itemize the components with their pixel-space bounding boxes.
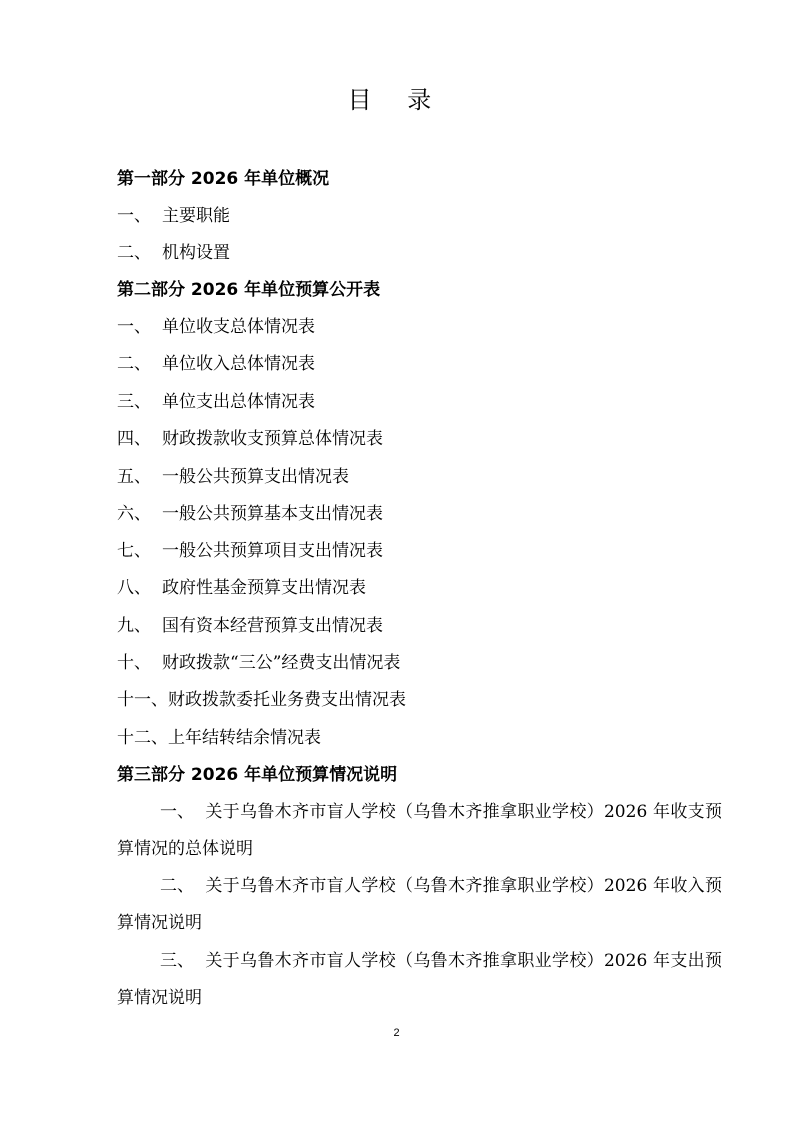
- toc-item-text: 上年结转结余情况表: [168, 728, 321, 748]
- page-title: 目 录: [347, 86, 446, 114]
- part1-heading: 第一部分 2026 年单位概况: [117, 169, 330, 189]
- part3-heading: 第三部分 2026 年单位预算情况说明: [117, 765, 398, 785]
- page-number: 2: [393, 1027, 400, 1039]
- toc-item-number: 一、: [117, 206, 151, 226]
- toc-item-text: 关于乌鲁木齐市盲人学校（乌鲁木齐推拿职业学校）2026 年支出预算情况说明: [117, 951, 722, 1008]
- toc-item-number: 十二、: [117, 728, 168, 748]
- toc-item-number: 一、: [160, 802, 194, 822]
- toc-item-number: 九、: [117, 616, 151, 636]
- toc-item: [117, 689, 406, 711]
- toc-item: [117, 727, 321, 749]
- toc-item-number: 二、: [117, 243, 151, 263]
- toc-item-number: 八、: [117, 578, 151, 598]
- toc-item: [117, 428, 383, 450]
- toc-item: [117, 652, 400, 674]
- toc-item-number: 十一、: [117, 690, 168, 710]
- toc-item: [117, 615, 383, 637]
- toc-item-text: 国有资本经营预算支出情况表: [162, 616, 383, 636]
- toc-item-number: 十、: [117, 653, 151, 673]
- toc-item-number: 六、: [117, 504, 151, 524]
- toc-paragraph: [117, 943, 722, 1017]
- toc-item: [117, 466, 349, 488]
- toc-item: [117, 205, 230, 227]
- toc-item-text: 财政拨款“三公”经费支出情况表: [162, 653, 401, 673]
- toc-item-text: 财政拨款收支预算总体情况表: [162, 429, 383, 449]
- toc-item-text: 一般公共预算项目支出情况表: [162, 541, 383, 561]
- toc-item-text: 财政拨款委托业务费支出情况表: [168, 690, 406, 710]
- toc-item-number: 三、: [160, 951, 194, 971]
- toc-item-number: 七、: [117, 541, 151, 561]
- toc-item-text: 单位支出总体情况表: [162, 392, 315, 412]
- toc-paragraph: [117, 794, 722, 868]
- toc-item-text: 单位收支总体情况表: [162, 317, 315, 337]
- toc-item: [117, 353, 315, 375]
- toc-item-number: 二、: [160, 876, 194, 896]
- toc-item-text: 机构设置: [162, 243, 230, 263]
- toc-item: [117, 316, 315, 338]
- part2-heading: 第二部分 2026 年单位预算公开表: [117, 280, 381, 300]
- toc-item: [117, 503, 383, 525]
- toc-item-text: 主要职能: [162, 206, 230, 226]
- toc-item: [117, 577, 366, 599]
- toc-item: [117, 391, 315, 413]
- toc-item-number: 五、: [117, 467, 151, 487]
- toc-item-text: 关于乌鲁木齐市盲人学校（乌鲁木齐推拿职业学校）2026 年收支预算情况的总体说明: [117, 802, 722, 859]
- toc-paragraph: [117, 868, 722, 942]
- toc-item-text: 单位收入总体情况表: [162, 354, 315, 374]
- toc-item-number: 四、: [117, 429, 151, 449]
- toc-item-number: 二、: [117, 354, 151, 374]
- toc-item-text: 关于乌鲁木齐市盲人学校（乌鲁木齐推拿职业学校）2026 年收入预算情况说明: [117, 876, 722, 933]
- toc-item-number: 三、: [117, 392, 151, 412]
- toc-item-text: 一般公共预算支出情况表: [162, 467, 349, 487]
- toc-item-text: 政府性基金预算支出情况表: [162, 578, 366, 598]
- toc-item-number: 一、: [117, 317, 151, 337]
- toc-item-text: 一般公共预算基本支出情况表: [162, 504, 383, 524]
- toc-item: [117, 540, 383, 562]
- toc-item: [117, 242, 230, 264]
